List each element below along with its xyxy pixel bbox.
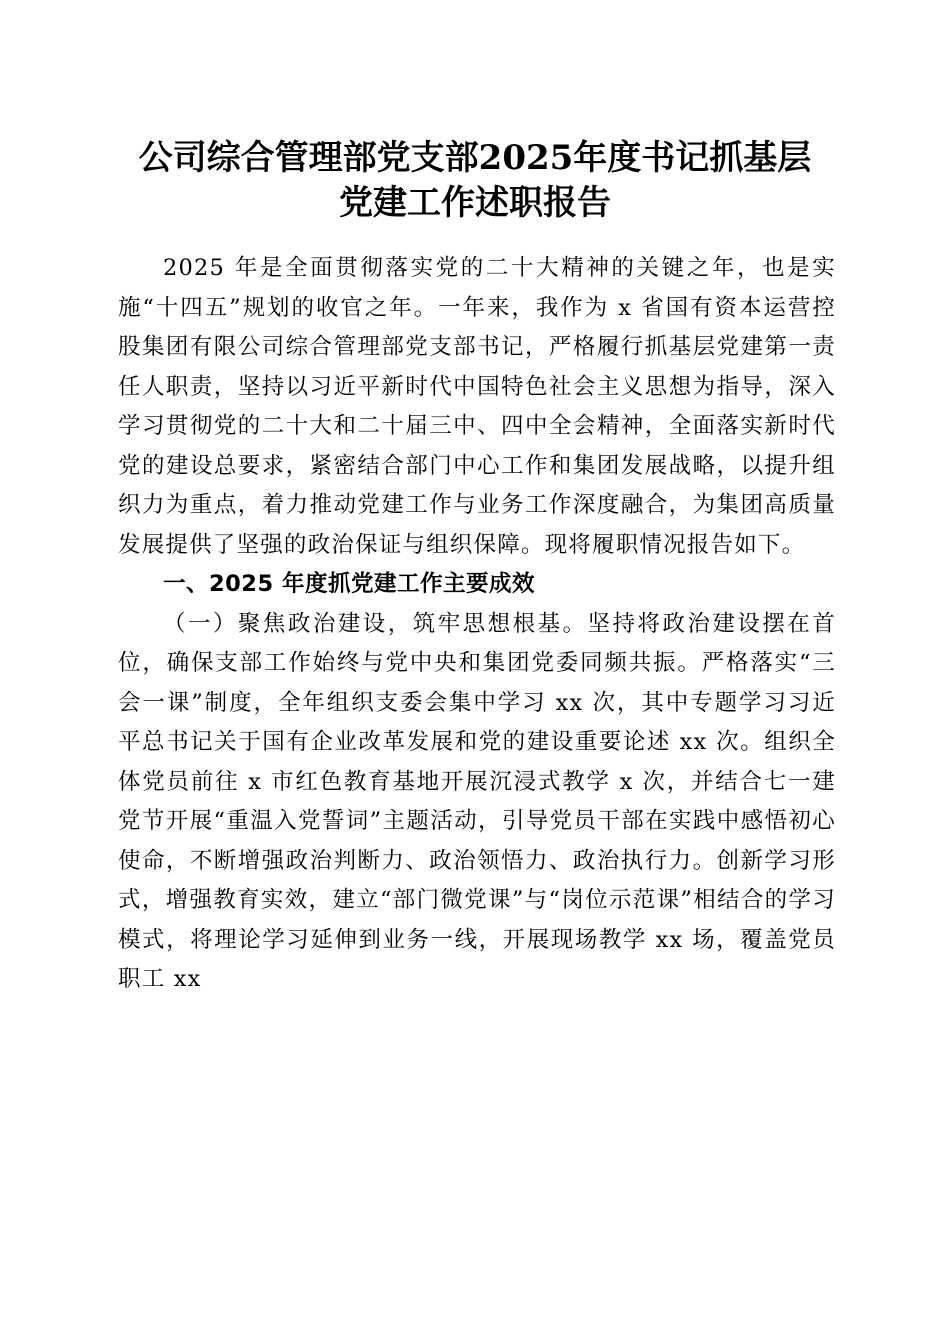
intro-paragraph: 2025 年是全面贯彻落实党的二十大精神的关键之年，也是实施“十四五”规划的收官之年。一年来，我作为 x 省国有资本运营控股集团有限公司综合管理部党支部书记，严格履行抓基层党建第一责任人职责，坚持以习近平新时代中国特色社会主义思想为指导，深入学习贯彻党的二十大和二十届三中、四中全会精神，全面落实新时代党的建设总要求，紧密结合部门中心工作和集团发展战略，以提升组织力为重点，着力推动党建工作与业务工作深度融合，为集团高质量发展提供了坚强的政治保证与组织保障。现将履职情况报告如下。 xyxy=(118,255,836,558)
title-line-1: 公司综合管理部党支部2025年度书记抓基层 xyxy=(138,138,812,178)
document-title xyxy=(100,136,850,226)
section-heading-achievements: 一、2025 年度抓党建工作主要成效 xyxy=(163,571,535,597)
subsection-heading-political-building: （一）聚焦政治建设，筑牢思想根基。 xyxy=(163,610,588,637)
title-line-2: 党建工作述职报告 xyxy=(339,183,611,223)
document-body xyxy=(118,249,836,1000)
subsection-paragraph-political-building xyxy=(118,605,836,1000)
subsection-body-political-building: 坚持将政治建设摆在首位，确保支部工作始终与党中央和集团党委同频共振。严格落实“三会一课”制度，全年组织支委会集中学习 xx 次，其中专题学习习近平总书记关于国有企业改革发展和党的建设重要论述 xx 次。组织全体党员前往 x 市红色教育基地开展沉浸式教学 x 次，并结合七一建党节开展“重温入党誓词”主题活动，引导党员干部在实践中感悟初心使命，不断增强政治判断力、政治领悟力、政治执行力。创新学习形式，增强教育实效，建立“部门微党课”与“岗位示范课”相结合的学习模式，将理论学习延伸到业务一线，开展现场教学 xx 场，覆盖党员职工 xx xyxy=(118,610,836,992)
